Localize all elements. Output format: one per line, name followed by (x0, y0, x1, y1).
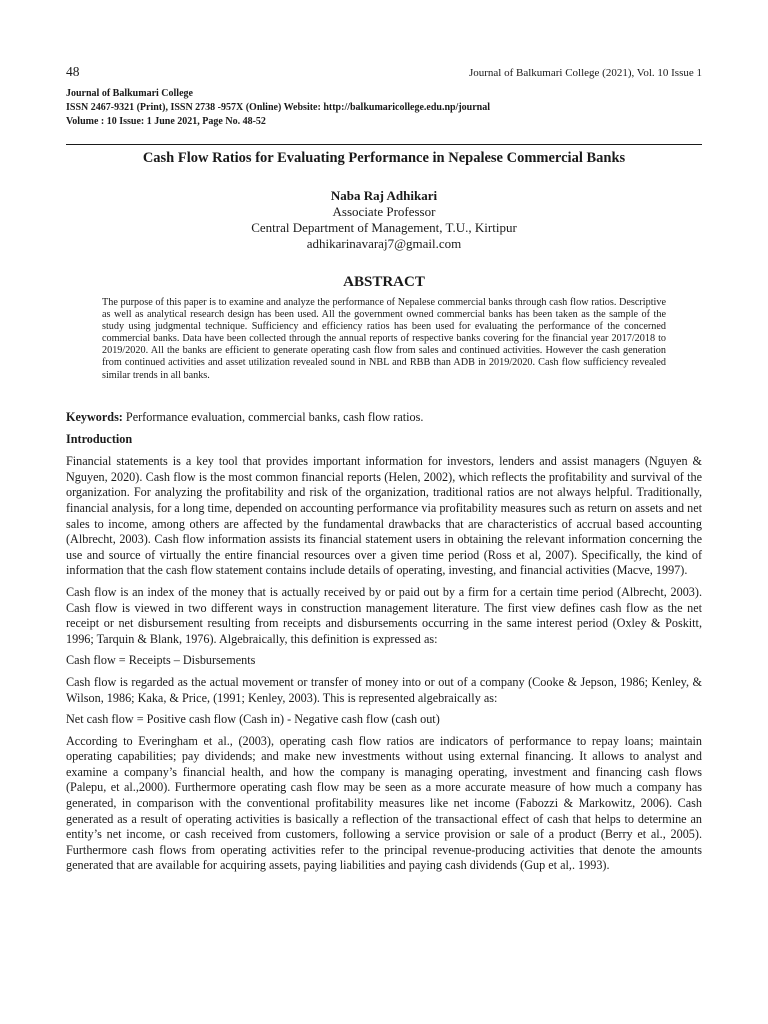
author-email: adhikarinavaraj7@gmail.com (306, 236, 462, 251)
volume-line: Volume : 10 Issue: 1 June 2021, Page No. 48-52 (66, 116, 266, 127)
author-position: Associate Professor (332, 204, 436, 219)
author-name: Naba Raj Adhikari (330, 188, 438, 203)
abstract-text: The purpose of this paper is to examine and analyze the performance of Nepalese commercial banks through cash flow ratios. Descriptive as well as analytical research design has been used. All the government owned commercial banks has been taken as the sample of the study using judgmental technique. Sufficiency and efficiency ratios has been used for evaluating the performance of the concerned commercial banks. Data have been collected through the annual reports of respective banks covering for the financial year 2017/2018 to 2019/2020. All the banks are efficient to generate operating cash flow from sales and continued activities. However the cash generation from continued activities and asset utilization revealed sound in NBL and RBB than ADB in 2019/2020. Cash flow sufficiency revealed similar trends in all banks. (102, 297, 666, 381)
paragraph: Financial statements is a key tool that provides important information for investors, lenders and assist managers (Nguyen & Nguyen, 2020). Cash flow is the most common financial reports (Helen, 2002), which reflects the profitability and survival of the organization. For analyzing the profitability and risk of the organization, traditional ratios are not always helpful. Traditionally, financial analysis, for a long time, depended on accounting performance via profitability measures such as return on assets and net sales to income, among others are affected by the fundamental drawbacks that are characteristics of accrual based accounting (Albrecht, 2003). Cash flow information assists its financial statement users in obtaining the relevant information concerning the use and source of virtually the entire financial resources over a given time period (Ross et al, 2007). Specifically, the kind of information that the cash flow statement contains include details of operating, investing, and financial activities (Macve, 1997). (66, 454, 702, 578)
page-number: 48 (66, 64, 80, 79)
journal-masthead (66, 87, 702, 129)
header-divider (66, 144, 702, 145)
keywords-label: Keywords: (66, 410, 123, 424)
abstract-heading: ABSTRACT (343, 274, 425, 290)
author-block (66, 188, 702, 252)
issn-line: ISSN 2467-9321 (Print), ISSN 2738 -957X (Online) Website: http://balkumaricollege.edu.np/journal (66, 102, 491, 113)
introduction-heading: Introduction (66, 431, 133, 446)
equation-net-cash-flow: Net cash flow = Positive cash flow (Cash in) - Negative cash flow (cash out) (66, 712, 440, 727)
paragraph: According to Everingham et al., (2003), operating cash flow ratios are indicators of performance to repay loans; maintain operating capabilities; pay dividends; and make new investments without using external financing. It allows to analyst and examine a company’s financial health, and how the company is managing operating, investment and financing cash flows (Palepu, et al.,2000). Furthermore operating cash flow may be seen as a more accurate measure of how much a company has generated, in comparison with the conventional profitability measures like net income (Fabozzi & Markowitz, 2006). Cash generated as a result of operating activities is basically a reflection of the transactional effect of cash that helps to determine an entity’s net income, or cash received from customers, following a service provision or sale of a product (Berry et al., 2005). Furthermore cash flows from operating activities refer to the principal revenue-producing activities that denote the amounts generated that are available for acquiring assets, paying liabilities and paying cash dividends (Gup et al,. 1993). (66, 733, 702, 873)
keywords (66, 410, 702, 426)
article-body (66, 410, 702, 880)
paragraph: Cash flow is an index of the money that is actually received by or paid out by a firm for a certain time period (Albrecht, 2003). Cash flow is viewed in two different ways in construction management literature. The first view defines cash flow as the net receipt or net disbursement resulting from receipts and disbursements occurring in the same interest period (Oxley & Poskitt, 1996; Tarquin & Blank, 1976). Algebraically, this definition is expressed as: (66, 584, 702, 646)
journal-reference: Journal of Balkumari College (2021), Vol. 10 Issue 1 (468, 67, 702, 79)
paragraph: Cash flow is regarded as the actual movement or transfer of money into or out of a company (Cooke & Jepson, 1986; Kenley, & Wilson, 1986; Kaka, & Price, (1991; Kenley, 2003). This is represented algebraically as: (66, 674, 702, 705)
equation-cash-flow: Cash flow = Receipts – Disbursements (66, 653, 256, 668)
journal-name: Journal of Balkumari College (66, 88, 193, 99)
article-title: Cash Flow Ratios for Evaluating Performance in Nepalese Commercial Banks (142, 150, 626, 166)
keywords-text: Performance evaluation, commercial banks, cash flow ratios. (122, 410, 424, 424)
author-affiliation: Central Department of Management, T.U., Kirtipur (251, 220, 517, 235)
running-head (66, 64, 702, 80)
